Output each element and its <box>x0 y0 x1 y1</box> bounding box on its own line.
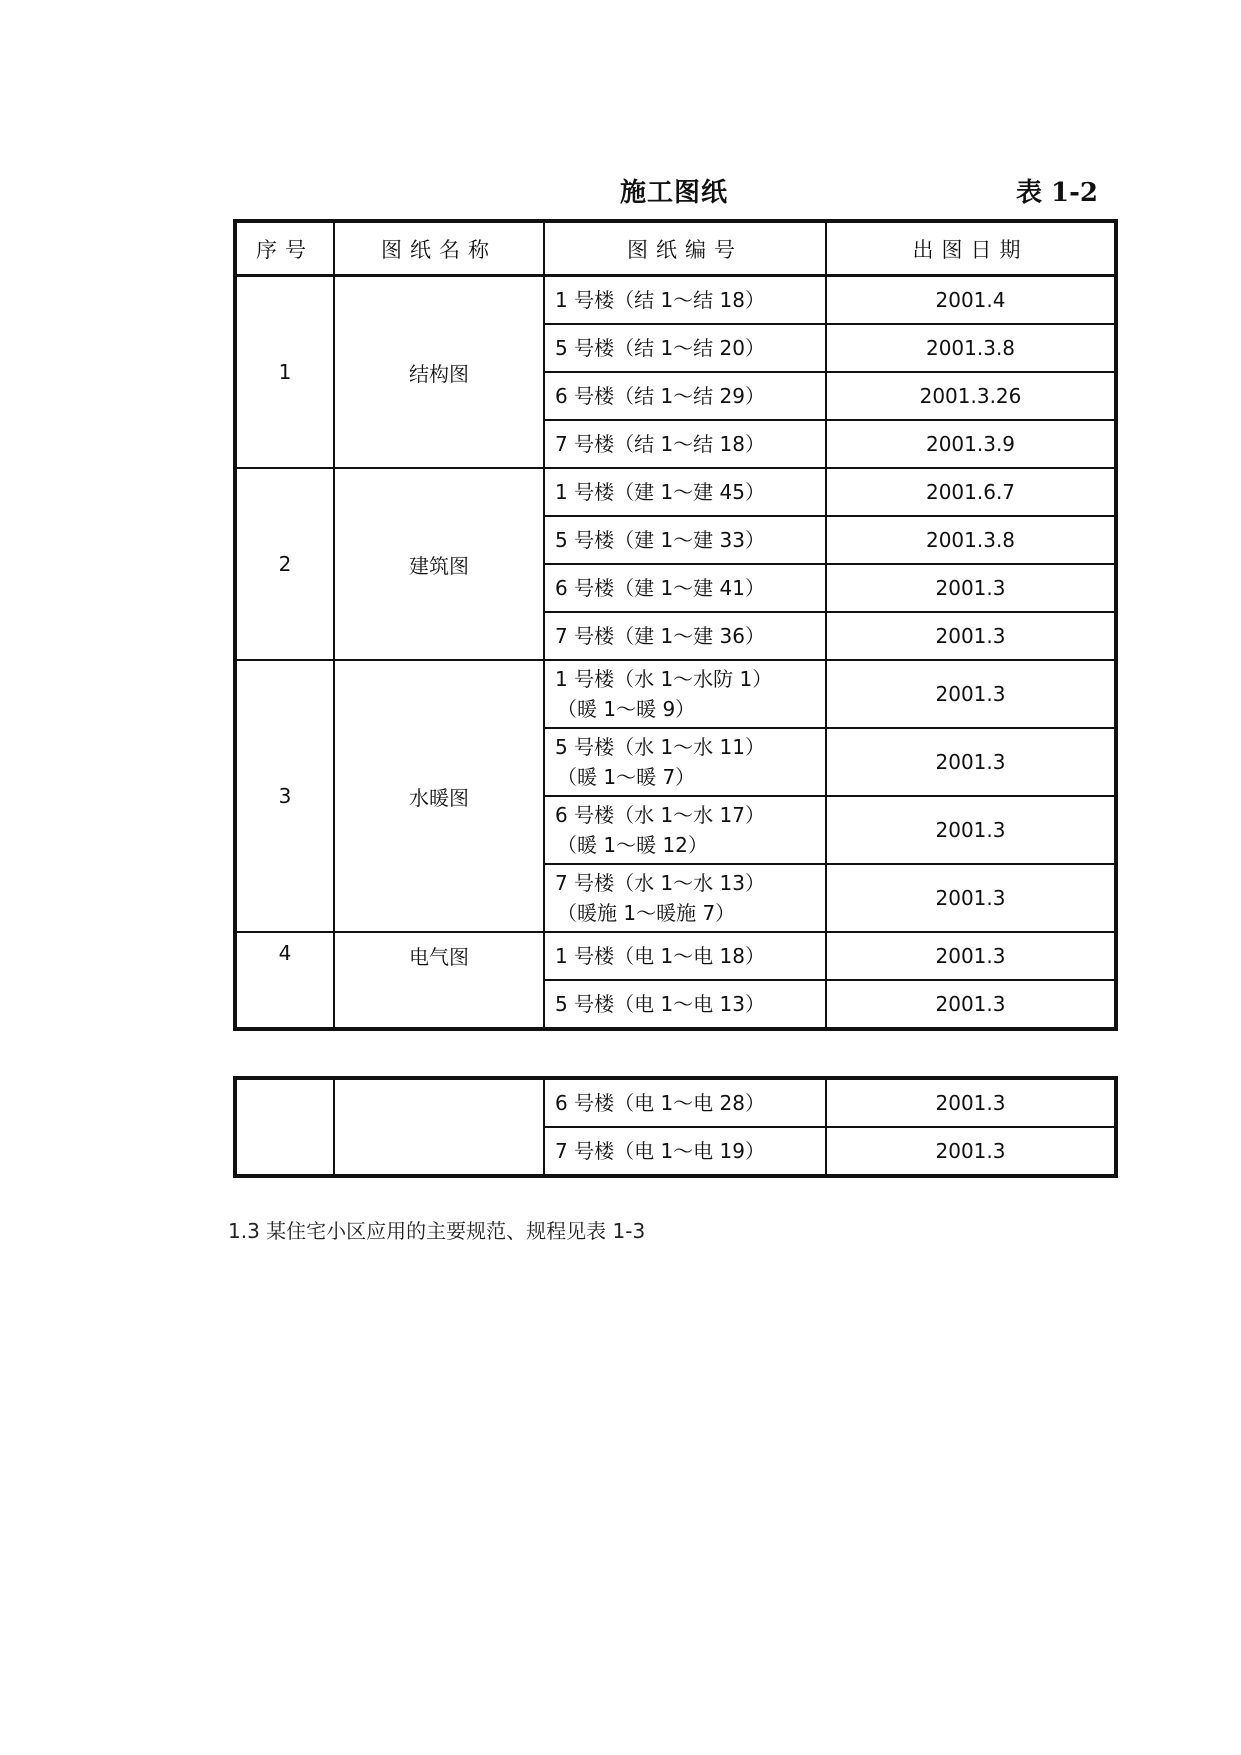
drawing-code-cell: 5 号楼（建 1～建 33） <box>544 516 826 564</box>
issue-date-cell: 2001.3 <box>826 796 1116 864</box>
group-index-cell: 1 <box>235 276 334 469</box>
drawing-code-cell: 6 号楼（建 1～建 41） <box>544 564 826 612</box>
issue-date-cell: 2001.4 <box>826 276 1116 325</box>
issue-date-cell: 2001.3 <box>826 1078 1116 1127</box>
drawing-code-cell: 1 号楼（建 1～建 45） <box>544 468 826 516</box>
table-header-row <box>235 221 1116 276</box>
group-index-cell: 2 <box>235 468 334 660</box>
table-row <box>235 660 1116 728</box>
drawing-code-cell: 6 号楼（结 1～结 29） <box>544 372 826 420</box>
issue-date-cell: 2001.3.9 <box>826 420 1116 468</box>
drawing-code-cell: 6 号楼（电 1～电 28） <box>544 1078 826 1127</box>
table-row <box>235 468 1116 516</box>
group-name-cell: 电气图 <box>334 932 544 1029</box>
issue-date-cell: 2001.6.7 <box>826 468 1116 516</box>
empty-name-cell <box>334 1078 544 1176</box>
drawing-code-cell <box>544 796 826 864</box>
drawing-code-line: 7 号楼（水 1～水 13） <box>555 871 765 895</box>
table-row <box>235 1078 1116 1127</box>
group-name-cell: 结构图 <box>334 276 544 469</box>
drawing-code-cell: 1 号楼（结 1～结 18） <box>544 276 826 325</box>
drawing-code-line: （暖 1～暖 7） <box>557 765 696 789</box>
issue-date-cell: 2001.3.26 <box>826 372 1116 420</box>
drawing-code-cell <box>544 660 826 728</box>
drawing-code-cell: 5 号楼（结 1～结 20） <box>544 324 826 372</box>
issue-date-cell: 2001.3 <box>826 660 1116 728</box>
issue-date-cell: 2001.3.8 <box>826 516 1116 564</box>
drawing-code-cell: 7 号楼（建 1～建 36） <box>544 612 826 660</box>
drawing-code-cell <box>544 864 826 932</box>
drawing-code-cell <box>544 728 826 796</box>
drawing-code-line: 1 号楼（水 1～水防 1） <box>555 667 773 691</box>
issue-date-cell: 2001.3 <box>826 612 1116 660</box>
group-index-cell: 3 <box>235 660 334 932</box>
header-drawing-code: 图纸编号 <box>544 221 826 276</box>
issue-date-cell: 2001.3 <box>826 980 1116 1029</box>
empty-index-cell <box>235 1078 334 1176</box>
drawings-table-continuation <box>233 1076 1118 1178</box>
drawing-code-line: （暖 1～暖 12） <box>557 833 708 857</box>
drawing-code-line: （暖施 1～暖施 7） <box>557 901 736 925</box>
drawing-code-cell: 1 号楼（电 1～电 18） <box>544 932 826 980</box>
table-row <box>235 932 1116 980</box>
table-number: 表 1-2 <box>1016 178 1099 208</box>
table-title: 施工图纸 <box>620 178 729 208</box>
group-index-cell: 4 <box>235 932 334 1029</box>
drawing-code-line: 5 号楼（水 1～水 11） <box>555 735 765 759</box>
issue-date-cell: 2001.3 <box>826 932 1116 980</box>
issue-date-cell: 2001.3 <box>826 564 1116 612</box>
drawing-code-cell: 5 号楼（电 1～电 13） <box>544 980 826 1029</box>
header-index: 序号 <box>235 221 334 276</box>
drawing-code-line: 6 号楼（水 1～水 17） <box>555 803 765 827</box>
issue-date-cell: 2001.3.8 <box>826 324 1116 372</box>
drawing-code-line: （暖 1～暖 9） <box>557 697 696 721</box>
table-row <box>235 276 1116 325</box>
issue-date-cell: 2001.3 <box>826 1127 1116 1176</box>
body-paragraph: 1.3 某住宅小区应用的主要规范、规程见表 1-3 <box>228 1219 646 1243</box>
drawing-code-cell: 7 号楼（电 1～电 19） <box>544 1127 826 1176</box>
issue-date-cell: 2001.3 <box>826 728 1116 796</box>
header-drawing-name: 图纸名称 <box>334 221 544 276</box>
header-issue-date: 出图日期 <box>826 221 1116 276</box>
group-name-cell: 建筑图 <box>334 468 544 660</box>
issue-date-cell: 2001.3 <box>826 864 1116 932</box>
group-name-cell: 水暖图 <box>334 660 544 932</box>
drawing-code-cell: 7 号楼（结 1～结 18） <box>544 420 826 468</box>
drawings-table <box>233 219 1118 1031</box>
